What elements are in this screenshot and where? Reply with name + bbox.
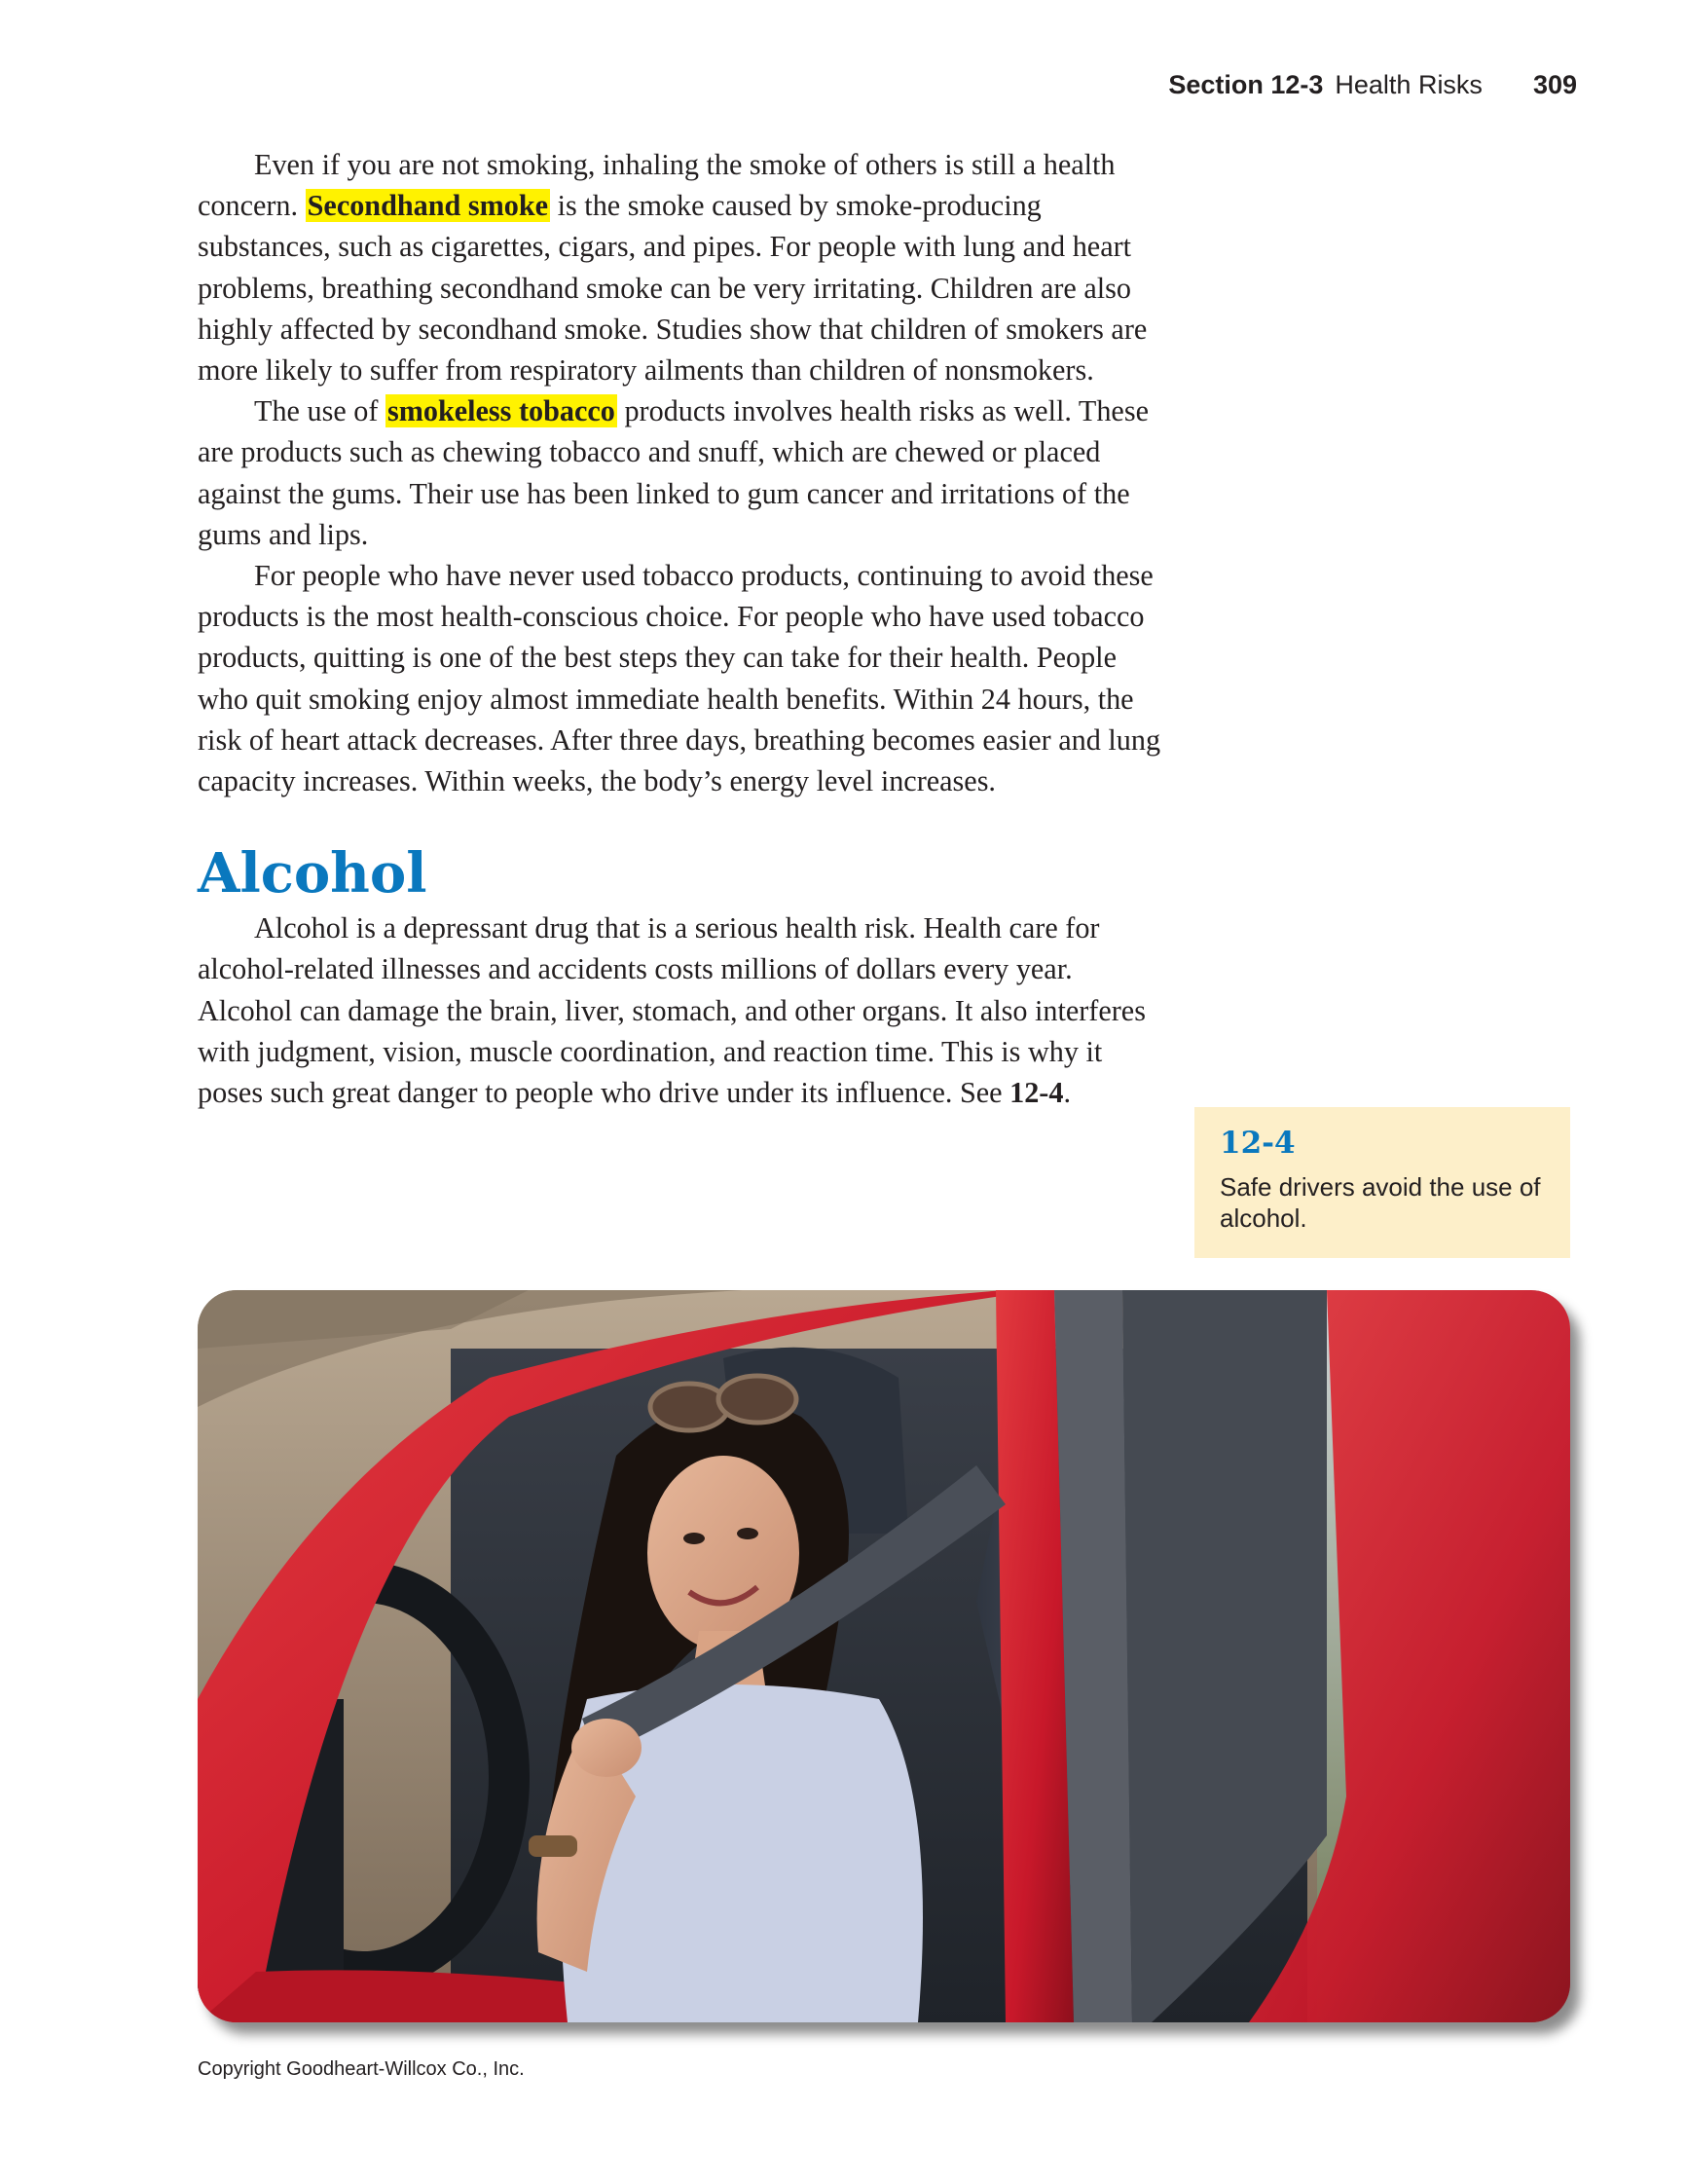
paragraph-quitting: For people who have never used tobacco products, continuing to avoid these products is the most health-conscious choice. For people who have used tobacco products, quitting is one of the best steps they can take for their health. People who quit smoking enjoy almost immediate health benefits. Within 24 hours, the risk of heart attack decreases. After three days, breathing becomes easier and lung capacity increases. Within weeks, the body’s energy level increases.	[198, 559, 1161, 798]
paragraph-text: Even if you are not smoking, inhaling the smoke of others is still a health concern.	[198, 148, 1116, 223]
figure-caption: Safe drivers avoid the use of alcohol.	[1220, 1172, 1541, 1233]
key-term-smokeless-tobacco: smokeless tobacco	[386, 394, 615, 428]
paragraph-text: Alcohol is a depressant drug that is a serious health risk. Health care for alcohol-related illnesses and accidents costs millions of dollars every year. Alcohol can damage the brain, liver, stomach, and other organs. It also interferes with judgment, vision, muscle coordination, and reaction time. This is why it poses such great danger to people who drive under its influence. See	[198, 911, 1146, 1110]
section-title: Health Risks	[1335, 70, 1483, 99]
paragraph-smokeless-tobacco	[198, 390, 1166, 555]
paragraph-text: products involves health risks as well. These are products such as chewing tobacco and snuff, which are chewed or placed against the gums. Their use has been linked to gum cancer and irritations of the gums and lips.	[198, 394, 1149, 551]
photo-driver-seatbelt	[198, 1290, 1570, 2022]
paragraph-alcohol	[198, 907, 1166, 1113]
figure-reference: 12-4	[1009, 1076, 1064, 1110]
section-label: Section 12-3	[1168, 70, 1324, 99]
figure-number: 12-4	[1220, 1126, 1296, 1161]
figure-caption-box	[1194, 1107, 1570, 1258]
copyright-footer: Copyright Goodheart-Willcox Co., Inc.	[198, 2058, 525, 2080]
photo-illustration	[198, 1290, 1570, 2022]
paragraph-text: .	[1063, 1076, 1071, 1110]
running-head	[1168, 70, 1577, 100]
paragraph-text: is the smoke caused by smoke-producing substances, such as cigarettes, cigars, and pipes. For people with lung and heart problems, breathing secondhand smoke can be very irritating. Children are also highly affected by secondhand smoke. Studies show that children of smokers are more likely to suffer from respiratory ailments than children of nonsmokers.	[198, 189, 1148, 388]
paragraph-text: The use of	[254, 394, 385, 428]
page-number: 309	[1532, 70, 1577, 99]
heading-alcohol: Alcohol	[198, 841, 427, 907]
body-text	[198, 144, 1166, 1113]
paragraph-secondhand-smoke	[198, 144, 1166, 390]
key-term-secondhand-smoke: Secondhand smoke	[307, 189, 549, 223]
